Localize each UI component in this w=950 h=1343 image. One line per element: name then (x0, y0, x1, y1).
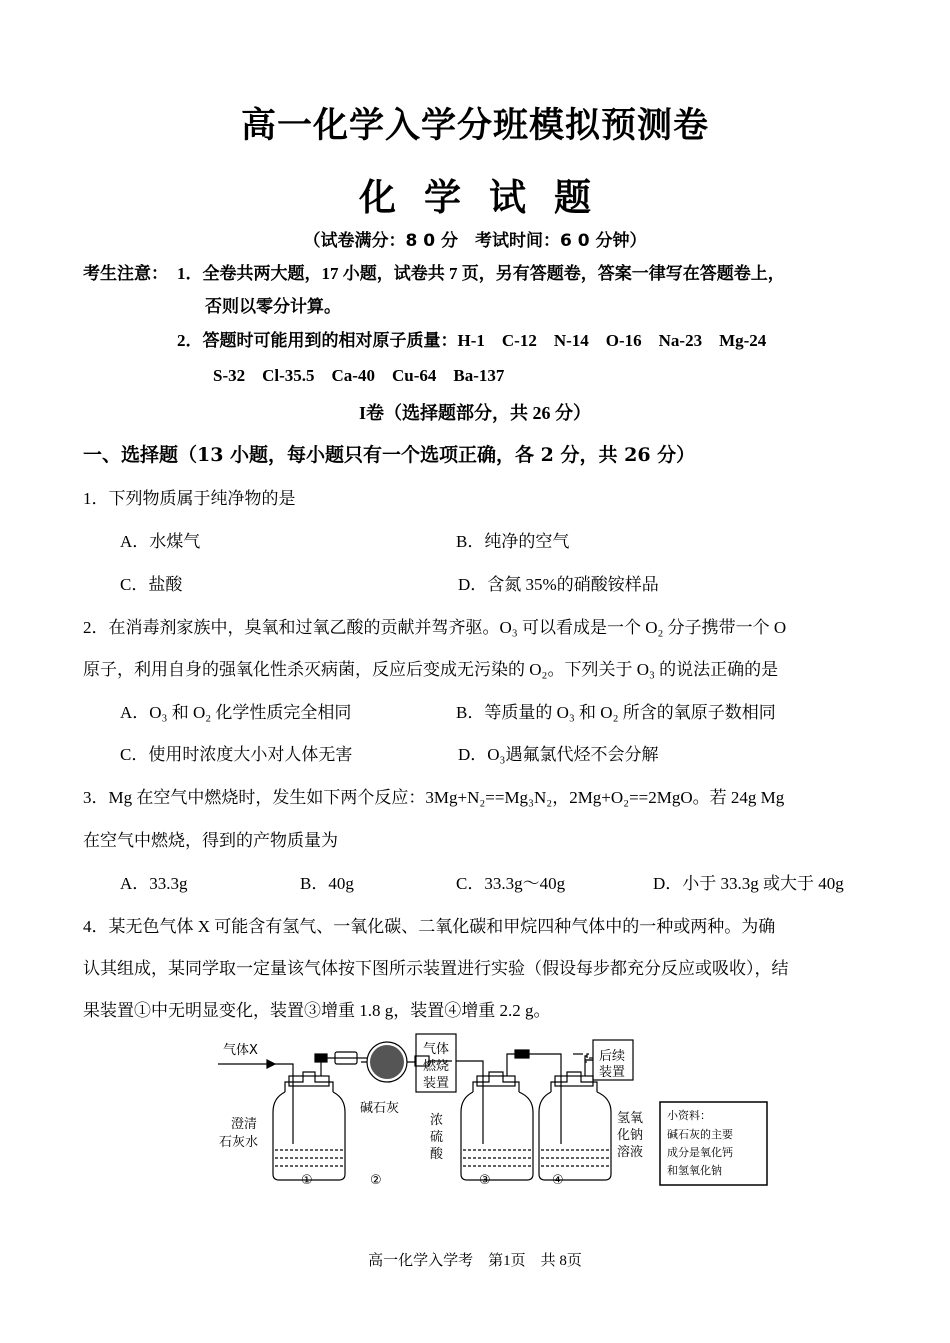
question-3-option-c: C．33.3g～40g (456, 874, 566, 893)
exam-title: 高一化学入学分班模拟预测卷 (240, 106, 709, 146)
question-1-option-b: B．纯净的空气 (456, 532, 570, 551)
note-1-line-1: 1．全卷共两大题，17 小题，试卷共 7 页，另有答题卷，答案一律写在答题卷上， (177, 264, 785, 283)
question-1-option-a: A．水煤气 (120, 532, 201, 551)
question-4-line-1: 4．某无色气体 X 可能含有氢气、一氧化碳、二氧化碳和甲烷四种气体中的一种或两种。为确 (83, 917, 776, 936)
question-4-line-2: 认其组成，某同学取一定量该气体按下图所示装置进行实验（假设每步都充分反应或吸收），结 (83, 959, 789, 978)
bottle-4-label-line-1: 氢氧 (617, 1111, 644, 1126)
inlet-arrowhead (267, 1060, 275, 1068)
question-2-option-b: B．等质量的 O₃ 和 O₂ 所含的氧原子数相同 (456, 703, 776, 722)
after-box-line-2: 装置 (599, 1065, 626, 1080)
bottle-1-label-line-2: 石灰水 (219, 1135, 259, 1150)
tube-2-label: 碱石灰 (360, 1101, 400, 1116)
burn-box-line-1: 气体 (423, 1042, 450, 1057)
info-box-line-3: 成分是氧化钙 (667, 1146, 733, 1159)
note-1-line-2: 否则以零分计算。 (205, 297, 341, 316)
number-2: ② (370, 1173, 382, 1188)
number-4: ④ (552, 1173, 564, 1188)
drying-tube-2 (335, 1042, 429, 1082)
apparatus-diagram (215, 1032, 775, 1192)
question-2-option-c: C．使用时浓度大小对人体无害 (120, 745, 353, 764)
number-1: ① (301, 1173, 313, 1188)
question-2-option-a: A．O₃ 和 O₂ 化学性质完全相同 (120, 703, 352, 722)
question-1-stem: 1．下列物质属于纯净物的是 (83, 489, 296, 508)
after-box-line-1: 后续 (599, 1049, 626, 1064)
note-2-line-2: S-32 Cl-35.5 Ca-40 Cu-64 Ba-137 (213, 366, 505, 385)
question-1-option-d: D．含氮 35%的硝酸铵样品 (458, 575, 659, 594)
bottle-1 (273, 1058, 345, 1180)
question-2-option-d: D．O₃遇氟氯代烃不会分解 (458, 745, 659, 764)
question-4-line-3: 果装置①中无明显变化，装置③增重 1.8 g，装置④增重 2.2 g。 (83, 1001, 551, 1020)
bottle-3-label-line-1: 浓 (430, 1113, 444, 1128)
bottle-1-label-line-1: 澄清 (231, 1117, 258, 1132)
info-box-line-2: 碱石灰的主要 (667, 1128, 733, 1141)
tube-burn-3 (456, 1061, 483, 1144)
burn-box-line-3: 装置 (423, 1076, 450, 1091)
note-2-line-1: 2．答题时可能用到的相对原子质量：H-1 C-12 N-14 O-16 Na-23 Mg-24 (177, 331, 767, 350)
burn-box-line-2: 燃烧 (423, 1059, 450, 1074)
gas-x-label: 气体X (223, 1043, 258, 1058)
bottle-4-label-line-2: 化钠 (617, 1128, 644, 1143)
bottle-3 (461, 1054, 540, 1180)
question-2-line-1: 2．在消毒剂家族中，臭氧和过氧乙酸的贡献并驾齐驱。O₃ 可以看成是一个 O₂ 分子携带一个 O (83, 618, 787, 637)
number-3: ③ (479, 1173, 491, 1188)
subject-title: 化学试题 (359, 176, 619, 219)
info-box-line-1: 小资料： (667, 1109, 711, 1122)
question-3-option-b: B．40g (300, 874, 354, 893)
notes-label: 考生注意： (83, 264, 168, 283)
part-heading: I卷（选择题部分，共 26 分） (358, 403, 591, 423)
question-3-option-d: D．小于 33.3g 或大于 40g (653, 874, 844, 893)
question-1-option-c: C．盐酸 (120, 575, 183, 594)
exam-meta: （试卷满分：8 0 分 考试时间：6 0 分钟） (303, 231, 647, 251)
question-3-line-2: 在空气中燃烧，得到的产物质量为 (83, 831, 338, 850)
info-box-line-4: 和氢氧化钠 (667, 1164, 722, 1177)
question-3-option-a: A．33.3g (120, 874, 188, 893)
bottle-3-label-line-2: 硫 (430, 1130, 444, 1145)
question-2-line-2: 原子，利用自身的强氧化性杀灭病菌，反应后变成无污染的 O₂。下列关于 O₃ 的说法正确的是 (83, 660, 779, 679)
bottle-4-label-line-3: 溶液 (617, 1145, 644, 1160)
bottle-3-label-line-3: 酸 (430, 1147, 444, 1162)
page-footer: 高一化学入学考 第1页 共 8页 (368, 1253, 582, 1269)
section-heading: 一、选择题（13 小题，每小题只有一个选项正确，各 2 分，共 26 分） (83, 444, 696, 466)
question-3-line-1: 3．Mg 在空气中燃烧时，发生如下两个反应：3Mg+N₂==Mg₃N₂，2Mg+O₂==2MgO。若 24g Mg (83, 788, 785, 807)
